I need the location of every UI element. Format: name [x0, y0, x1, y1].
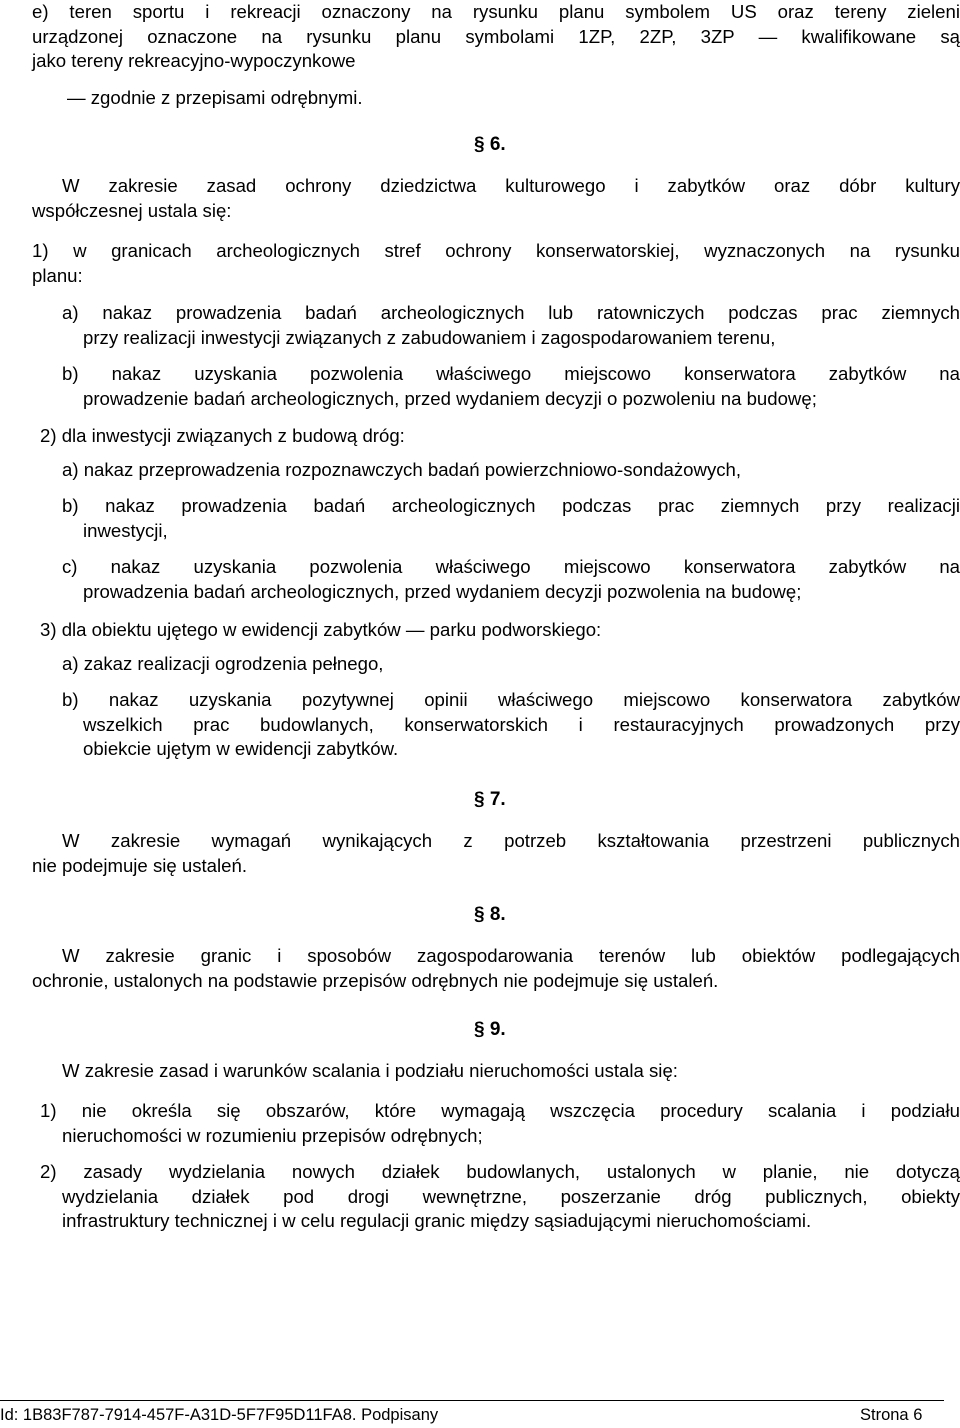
text-line: współczesnej ustala się: — [32, 199, 232, 221]
text-line: urządzonej oznaczone na rysunku planu symbolami 1ZP, 2ZP, 3ZP — kwalifikowane są — [32, 25, 960, 47]
footer-page-number: Strona 6 — [860, 1406, 923, 1424]
text-line: c) nakaz uzyskania pozwolenia właściwego miejscowo konserwatora zabytków na — [62, 556, 960, 577]
text-line: 2) zasady wydzielania nowych działek budowlanych, ustalonych w planie, nie dotyczą — [40, 1161, 960, 1182]
text-line: 1) nie określa się obszarów, które wymagają wszczęcia procedury scalania i podziału — [40, 1100, 960, 1121]
section-6-point-2b — [62, 494, 960, 543]
text-line: jako tereny rekreacyjno-wypoczynkowe — [32, 50, 356, 71]
section-heading-9: § 9. — [474, 1019, 506, 1040]
section-9-intro — [62, 1059, 960, 1084]
section-6-point-3a — [62, 652, 960, 677]
text-line: inwestycji, — [83, 519, 168, 541]
text-line: wszelkich prac budowlanych, konserwatorskich i restauracyjnych prowadzonych przy — [83, 713, 960, 735]
text-line: W zakresie zasad i warunków scalania i podziału nieruchomości ustala się: — [62, 1060, 678, 1081]
section-6-point-2a — [62, 458, 960, 483]
text-line: prowadzenia badań archeologicznych, przed wydaniem decyzji pozwolenia na budowę; — [83, 580, 802, 602]
text-line: nie podejmuje się ustaleń. — [32, 854, 247, 876]
text-line: obiekcie ujętym w ewidencji zabytków. — [83, 738, 399, 759]
text-line: a) zakaz realizacji ogrodzenia pełnego, — [62, 653, 384, 674]
text-line: e) teren sportu i rekreacji oznaczony na rysunku planu symbolem US oraz tereny zieleni — [32, 1, 960, 22]
text-line: a) nakaz prowadzenia badań archeologicznych lub ratowniczych podczas prac ziemnych — [62, 302, 960, 323]
text-line: infrastruktury technicznej i w celu regulacji granic między sąsiadującymi nieruchomościami. — [62, 1210, 812, 1231]
text-line: W zakresie zasad ochrony dziedzictwa kulturowego i zabytków oraz dóbr kultury — [62, 175, 960, 196]
text-line: 3) dla obiektu ujętego w ewidencji zabytków — parku podworskiego: — [40, 619, 602, 640]
text-line: nieruchomości w rozumieniu przepisów odrębnych; — [62, 1124, 483, 1146]
text-line: W zakresie wymagań wynikających z potrzeb kształtowania przestrzeni publicznych — [62, 830, 960, 851]
section-6-point-1b — [62, 362, 960, 411]
text-line: prowadzenie badań archeologicznych, przed wydaniem decyzji o pozwoleniu na budowę; — [83, 387, 817, 409]
text-line: b) nakaz uzyskania pozytywnej opinii właściwego miejscowo konserwatora zabytków — [62, 689, 960, 710]
text-line: 1) w granicach archeologicznych stref ochrony konserwatorskiej, wyznaczonych na rysunku — [32, 240, 960, 261]
section-6-point-3 — [40, 618, 960, 643]
text-line: ochronie, ustalonych na podstawie przepisów odrębnych nie podejmuje się ustaleń. — [32, 969, 719, 991]
text-line: — zgodnie z przepisami odrębnymi. — [67, 87, 363, 108]
text-line: b) nakaz prowadzenia badań archeologicznych podczas prac ziemnych przy realizacji — [62, 495, 960, 516]
section-6-intro — [32, 174, 960, 223]
text-line: W zakresie granic i sposobów zagospodarowania terenów lub obiektów podlegających — [62, 945, 960, 966]
section-heading-6: § 6. — [474, 134, 506, 155]
section-8-text — [32, 944, 960, 993]
section-heading-8: § 8. — [474, 904, 506, 925]
section-9-point-2 — [40, 1160, 960, 1234]
section-6-point-1a — [62, 301, 960, 350]
text-line: b) nakaz uzyskania pozwolenia właściwego miejscowo konserwatora zabytków na — [62, 363, 960, 384]
text-line: planu: — [32, 264, 83, 286]
section-6-point-3b — [62, 688, 960, 762]
text-line: wydzielania działek pod drogi wewnętrzne, poszerzanie dróg publicznych, obiekty — [62, 1185, 960, 1207]
section-7-text — [32, 829, 960, 878]
section-6-point-1 — [32, 239, 960, 288]
section-6-point-2c — [62, 555, 960, 604]
text-line: przy realizacji inwestycji związanych z zabudowaniem i zagospodarowaniem terenu, — [83, 326, 776, 348]
section-heading-7: § 7. — [474, 789, 506, 810]
section-9-point-1 — [40, 1099, 960, 1148]
text-line: a) nakaz przeprowadzenia rozpoznawczych badań powierzchniowo-sondażowych, — [62, 459, 742, 480]
footer-document-id: Id: 1B83F787-7914-457F-A31D-5F7F95D11FA8. Podpisany — [0, 1406, 439, 1424]
section-6-point-2 — [40, 424, 960, 449]
text-line: 2) dla inwestycji związanych z budową dróg: — [40, 425, 405, 446]
footer-divider — [0, 1400, 944, 1401]
